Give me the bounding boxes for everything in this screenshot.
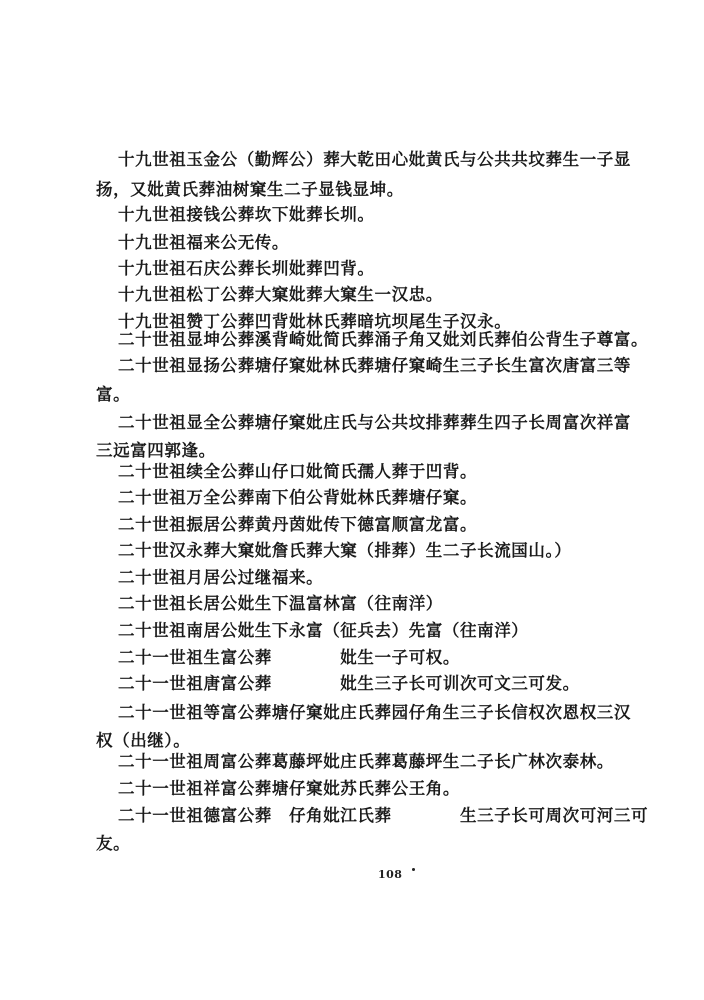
text-line: 十九世祖石庆公葬长圳妣葬凹背。 xyxy=(118,259,375,278)
text-line: 二十一世祖生富公葬 妣生一子可权。 xyxy=(118,648,460,667)
text-line: 二十一世祖周富公葬葛藤坪妣庄氏葬葛藤坪生二子长广林次泰林。 xyxy=(118,752,614,771)
text-line: 十九世祖赞丁公葬凹背妣林氏葬暗坑坝尾生子汉永。 xyxy=(118,312,512,331)
text-line: 二十世祖万全公葬南下伯公背妣林氏葬塘仔窠。 xyxy=(118,488,478,507)
text-line: 二十世汉永葬大窠妣詹氏葬大窠（排葬）生二子长流国山。） xyxy=(118,541,572,560)
text-line: 二十一世祖等富公葬塘仔窠妣庄氏葬园仔角生三子长信权次恩权三汉 xyxy=(118,703,631,722)
text-line: 权（出继）。 xyxy=(96,731,191,750)
scan-speck xyxy=(412,868,415,871)
text-line: 二十世祖长居公妣生下温富林富（往南洋） xyxy=(118,594,443,613)
text-line: 十九世祖玉金公（勤辉公）葬大乾田心妣黄氏与公共共坟葬生一子显 xyxy=(118,150,631,169)
page-number: 108 xyxy=(378,868,403,881)
text-line: 二十世祖续全公葬山仔口妣简氏孺人葬于凹背。 xyxy=(118,462,478,481)
text-line: 二十世祖振居公葬黄丹茵妣传下德富顺富龙富。 xyxy=(118,515,478,534)
text-line: 二十世祖显坤公葬溪背崎妣简氏葬涌子角又妣刘氏葬伯公背生子尊富。 xyxy=(118,330,649,349)
text-line: 十九世祖接钱公葬坎下妣葬长圳。 xyxy=(118,205,375,224)
text-line: 友。 xyxy=(96,834,131,853)
text-line: 二十一世祖唐富公葬 妣生三子长可训次可文三可发。 xyxy=(118,674,580,693)
text-line: 二十一世祖德富公葬 仔角妣江氏葬 生三子长可周次可河三可 xyxy=(118,806,649,825)
text-line: 二十一世祖祥富公葬塘仔窠妣苏氏葬公王角。 xyxy=(118,779,460,798)
text-line: 三远富四郭逢。 xyxy=(96,441,216,460)
text-line: 扬，又妣黄氏葬油树窠生二子显钱显坤。 xyxy=(96,180,404,199)
text-line: 十九世祖福来公无传。 xyxy=(118,233,289,252)
text-line: 二十世祖南居公妣生下永富（征兵去）先富（往南洋） xyxy=(118,621,529,640)
text-line: 富。 xyxy=(96,385,131,404)
text-line: 十九世祖松丁公葬大窠妣葬大窠生一汉忠。 xyxy=(118,285,443,304)
text-line: 二十世祖显扬公葬塘仔窠妣林氏葬塘仔窠崎生三子长生富次唐富三等 xyxy=(118,356,631,375)
text-line: 二十世祖显全公葬塘仔窠妣庄氏与公共坟排葬葬生四子长周富次祥富 xyxy=(118,413,631,432)
text-line: 二十世祖月居公过继福来。 xyxy=(118,568,324,587)
